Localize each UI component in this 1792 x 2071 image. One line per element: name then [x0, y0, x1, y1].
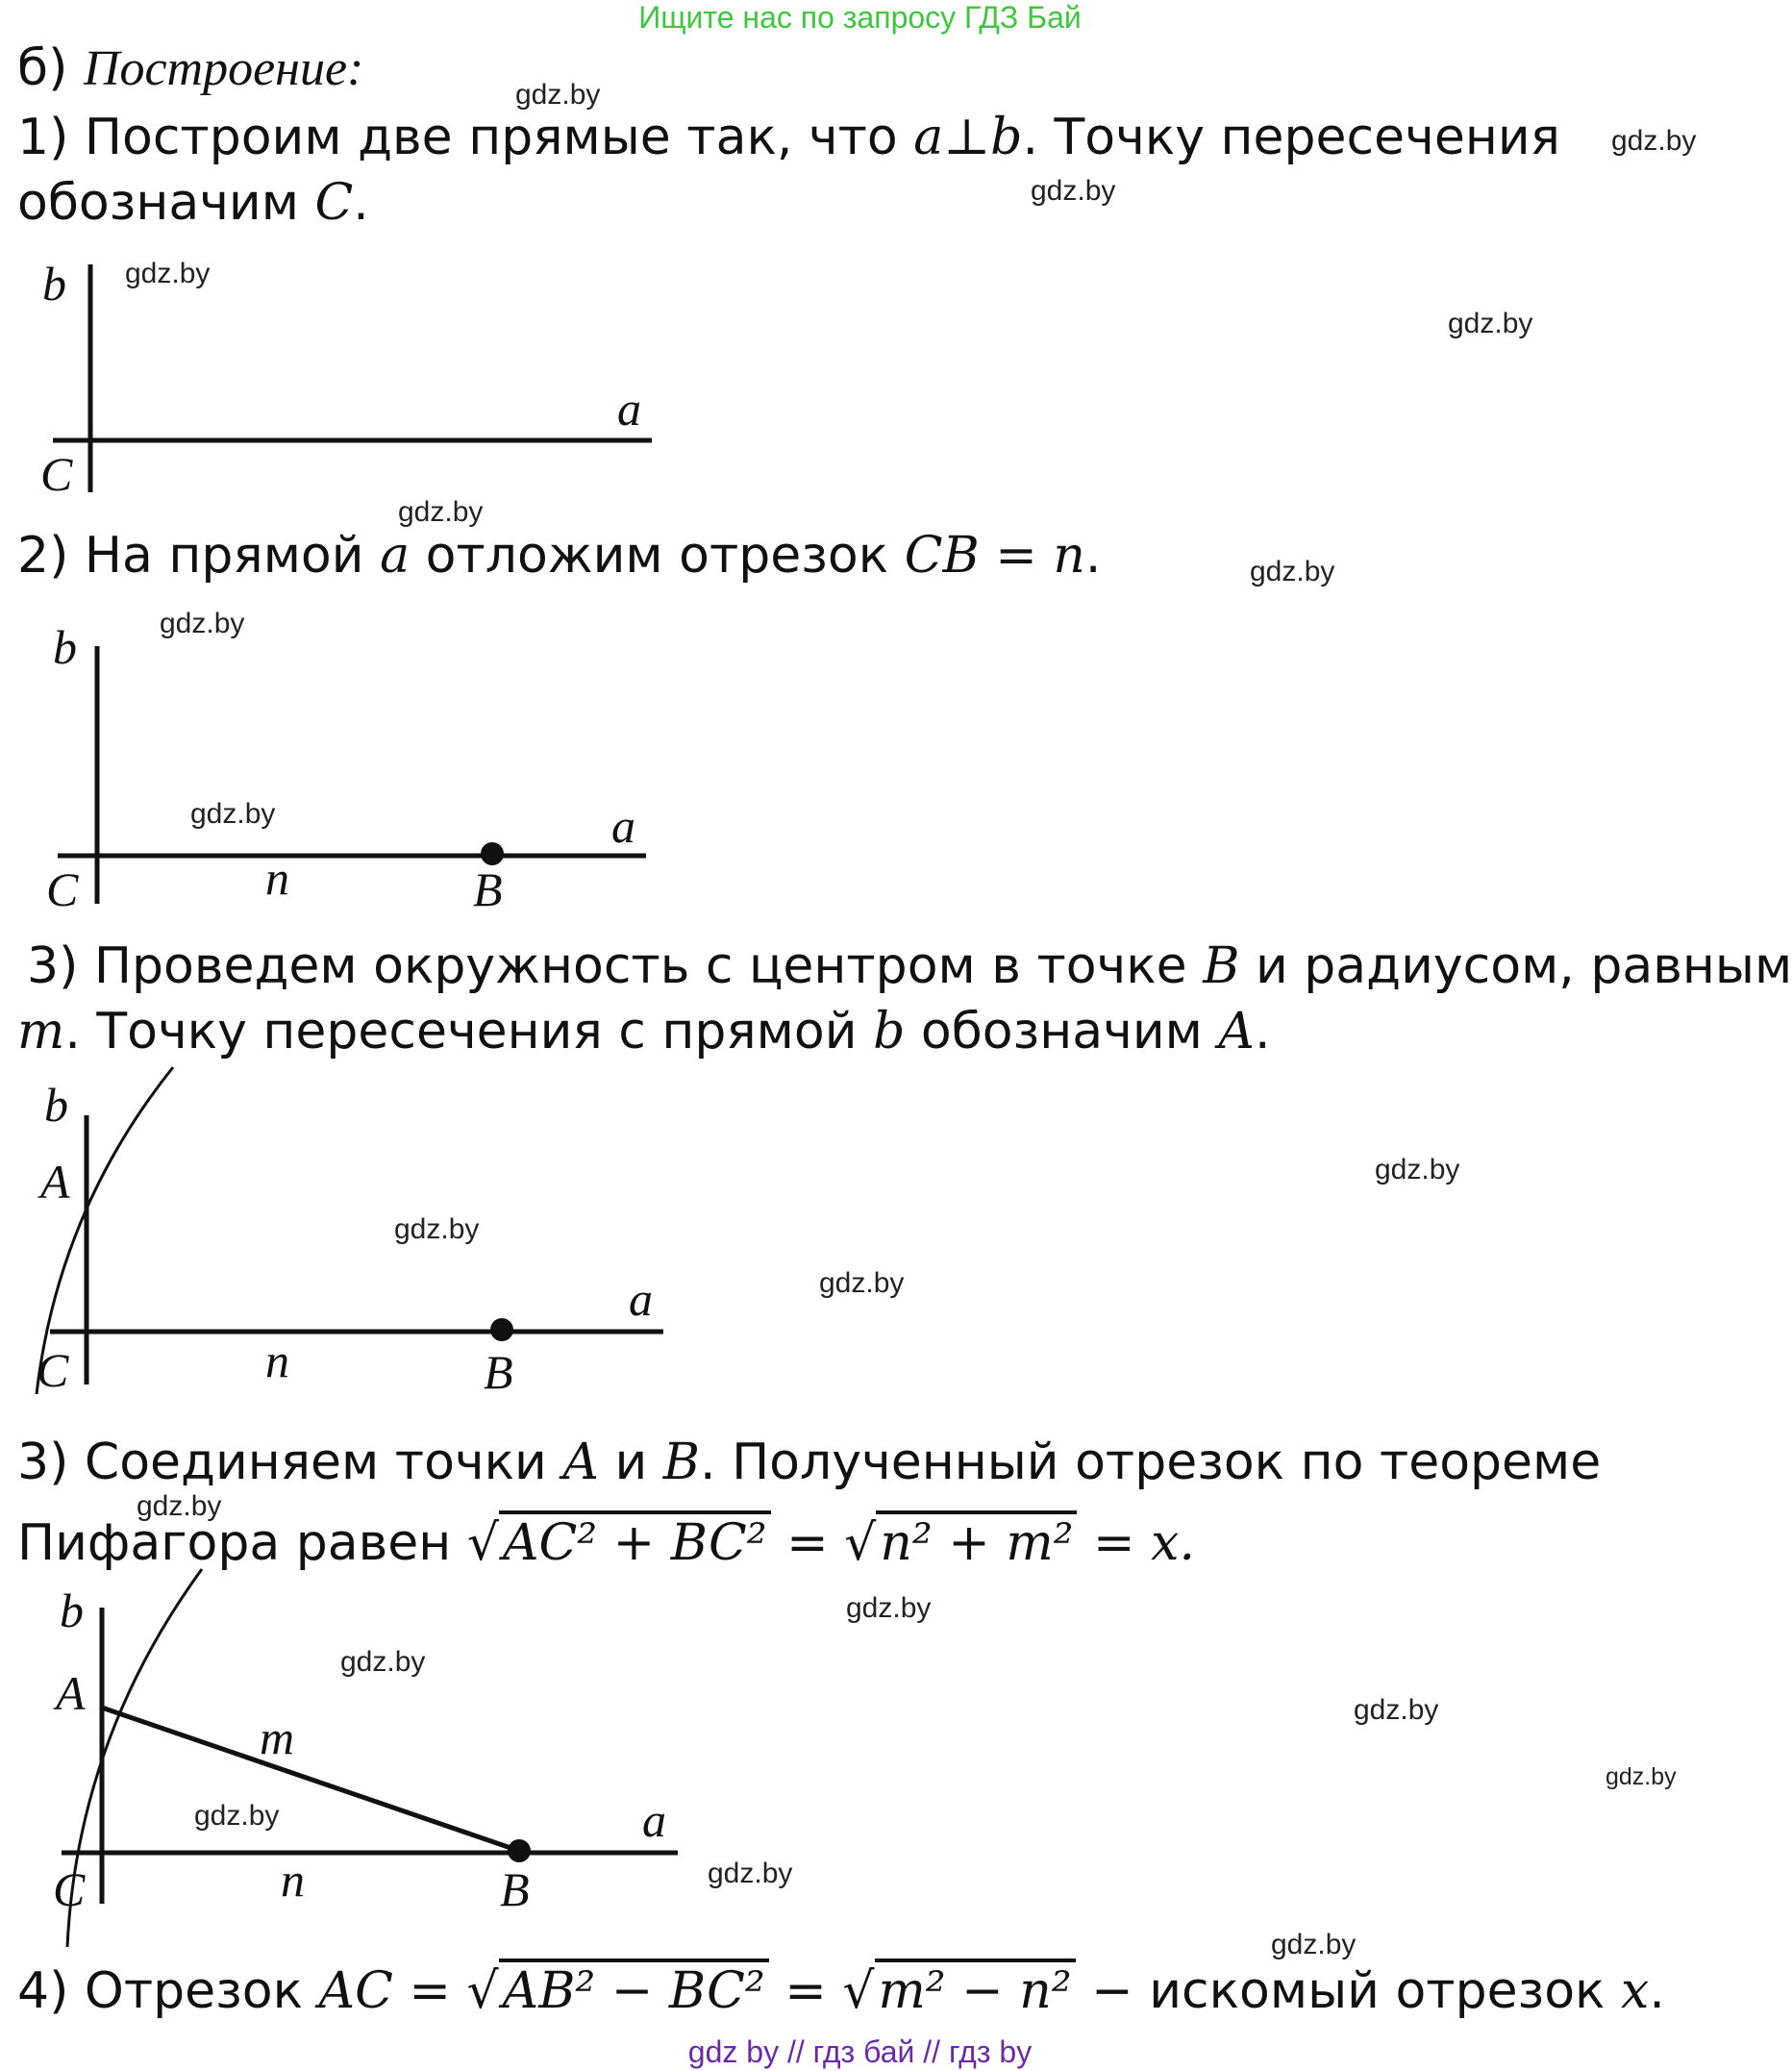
step3-var-b: B — [1203, 937, 1240, 995]
step2-expr: CB = n — [904, 527, 1085, 585]
watermark: gdz.by — [190, 798, 276, 830]
step4-eq: = — [784, 1962, 827, 2020]
label-point-a: A — [56, 1666, 86, 1720]
sqrt-icon: √ — [842, 1962, 875, 2020]
label-b: b — [42, 257, 66, 311]
sqrt-icon: √ — [844, 1514, 877, 1572]
step4-text-b: − искомый отрезок — [1091, 1962, 1605, 2020]
figure-4-right-triangle — [0, 1567, 702, 1952]
watermark: gdz.by — [1448, 308, 1533, 339]
watermark: gdz.by — [194, 1800, 280, 1832]
label-n: n — [265, 851, 289, 905]
step1-line2 — [17, 171, 369, 235]
figure-2-segment-cb — [0, 615, 692, 916]
heading-title: Построение: — [83, 41, 364, 96]
label-n: n — [265, 1334, 289, 1387]
step1-end: . — [353, 174, 369, 232]
step3b-and: и — [614, 1434, 648, 1491]
label-point-b: B — [484, 1345, 513, 1399]
label-b: b — [53, 620, 77, 674]
heading-prefix: б) — [17, 39, 68, 97]
sqrt-icon: √ — [466, 1962, 499, 2020]
watermark: gdz.by — [1611, 125, 1697, 157]
watermark: gdz.by — [1031, 175, 1116, 207]
point-b — [508, 1839, 531, 1862]
label-c: C — [53, 1862, 86, 1916]
watermark: gdz.by — [846, 1592, 932, 1624]
step1-var-c: C — [314, 174, 354, 232]
figure-1-perpendicular-lines — [0, 250, 692, 500]
step3b-rad2-body: n² + m² — [876, 1510, 1077, 1572]
label-b: b — [44, 1078, 68, 1132]
step2-text-b: отложим отрезок — [425, 527, 889, 585]
watermark: gdz.by — [160, 608, 245, 639]
label-a: a — [617, 382, 641, 436]
step3-text-b: и радиусом, равным — [1255, 937, 1792, 995]
step1-text-c: обозначим — [17, 174, 299, 232]
step4-rad2-body: m² − n² — [875, 1959, 1076, 2020]
step4-var-x: x — [1620, 1962, 1650, 2020]
label-a: a — [629, 1272, 653, 1326]
figure-3-arc-intersection — [0, 1058, 692, 1404]
label-c: C — [46, 862, 79, 916]
label-b: b — [60, 1584, 84, 1637]
step2-number: 2) — [17, 527, 69, 585]
step4-radical-1 — [467, 1959, 769, 2023]
watermark: gdz.by — [398, 496, 484, 528]
watermark: gdz.by — [819, 1267, 905, 1299]
watermark: gdz.by — [1354, 1694, 1439, 1726]
step3-text-c: . Точку пересечения с прямой — [64, 1003, 858, 1060]
watermark: gdz.by — [1605, 1763, 1677, 1790]
watermark: gdz.by — [515, 79, 601, 111]
step3-var-a: A — [1218, 1003, 1255, 1060]
step3b-text-b: . Полученный отрезок по теореме — [700, 1434, 1602, 1491]
segment-ab — [102, 1708, 519, 1851]
step3b-var-b: B — [662, 1434, 701, 1491]
label-m: m — [260, 1710, 295, 1764]
step1-number: 1) — [17, 109, 69, 166]
step3b-number: 3) — [17, 1434, 69, 1491]
point-b — [490, 1318, 513, 1341]
step2-var-a: a — [380, 527, 411, 585]
step3b-radical-1 — [467, 1511, 771, 1575]
step1-line1 — [17, 106, 1560, 169]
watermark: gdz.by — [1271, 1929, 1356, 1960]
step1-text-a: Построим две прямые так, что — [84, 109, 898, 166]
step3b-text-c: Пифагора равен — [17, 1514, 452, 1572]
label-point-b: B — [473, 862, 503, 916]
watermark: gdz.by — [708, 1858, 793, 1889]
top-site-note: Ищите нас по запросу ГДЗ Бай — [638, 0, 1082, 35]
step3-text-d: обозначим — [920, 1003, 1203, 1060]
label-point-b: B — [500, 1862, 530, 1916]
watermark: gdz.by — [137, 1490, 222, 1522]
step3b-eq2: = x. — [1093, 1514, 1195, 1572]
step4-end: . — [1649, 1962, 1665, 2020]
watermark: gdz.by — [1375, 1154, 1460, 1185]
step2-text-a: На прямой — [84, 527, 364, 585]
step1-perp-expr: a⊥b — [913, 109, 1023, 166]
step1-text-b: . Точку пересечения — [1022, 109, 1560, 166]
step3b-text-a: Соединяем точки — [84, 1434, 547, 1491]
step3-var-m: m — [17, 1003, 65, 1060]
step3b-rad1-body: AC² + BC² — [499, 1510, 771, 1572]
sqrt-icon: √ — [466, 1514, 499, 1572]
step3-line1 — [27, 935, 1792, 998]
label-a: a — [642, 1793, 666, 1847]
arc-radius-m — [67, 1569, 202, 1947]
watermark: gdz.by — [125, 258, 211, 289]
step4-var-ac: AC = — [318, 1962, 451, 2020]
step3-number: 3) — [27, 937, 79, 995]
step3b-radical-2 — [844, 1511, 1077, 1575]
label-c: C — [37, 1343, 69, 1397]
step2-end: . — [1084, 527, 1102, 585]
step3-line2 — [17, 1000, 1270, 1063]
label-c: C — [40, 447, 73, 501]
step4-number: 4) — [17, 1962, 69, 2020]
step3-text-a: Проведем окружность с центром в точке — [93, 937, 1187, 995]
step4-line — [17, 1959, 1665, 2023]
watermark: gdz.by — [340, 1646, 426, 1678]
step4-text-a: Отрезок — [84, 1962, 303, 2020]
step3-var-line-b: b — [873, 1003, 906, 1060]
step4-rad1-body: AB² − BC² — [499, 1959, 769, 2020]
step2-line — [17, 524, 1101, 587]
label-point-a: A — [40, 1155, 70, 1209]
step3-end: . — [1254, 1003, 1271, 1060]
section-heading — [17, 37, 363, 101]
watermark: gdz.by — [394, 1213, 480, 1245]
step3b-var-a: A — [562, 1434, 599, 1491]
bottom-site-note: gdz by // гдз бай // гдз by — [687, 2034, 1033, 2069]
label-n: n — [281, 1853, 305, 1907]
step4-radical-2 — [842, 1959, 1075, 2023]
step3b-eq1: = — [786, 1514, 829, 1572]
step3b-line1 — [17, 1431, 1601, 1494]
watermark: gdz.by — [1250, 556, 1335, 587]
label-a: a — [611, 799, 635, 853]
